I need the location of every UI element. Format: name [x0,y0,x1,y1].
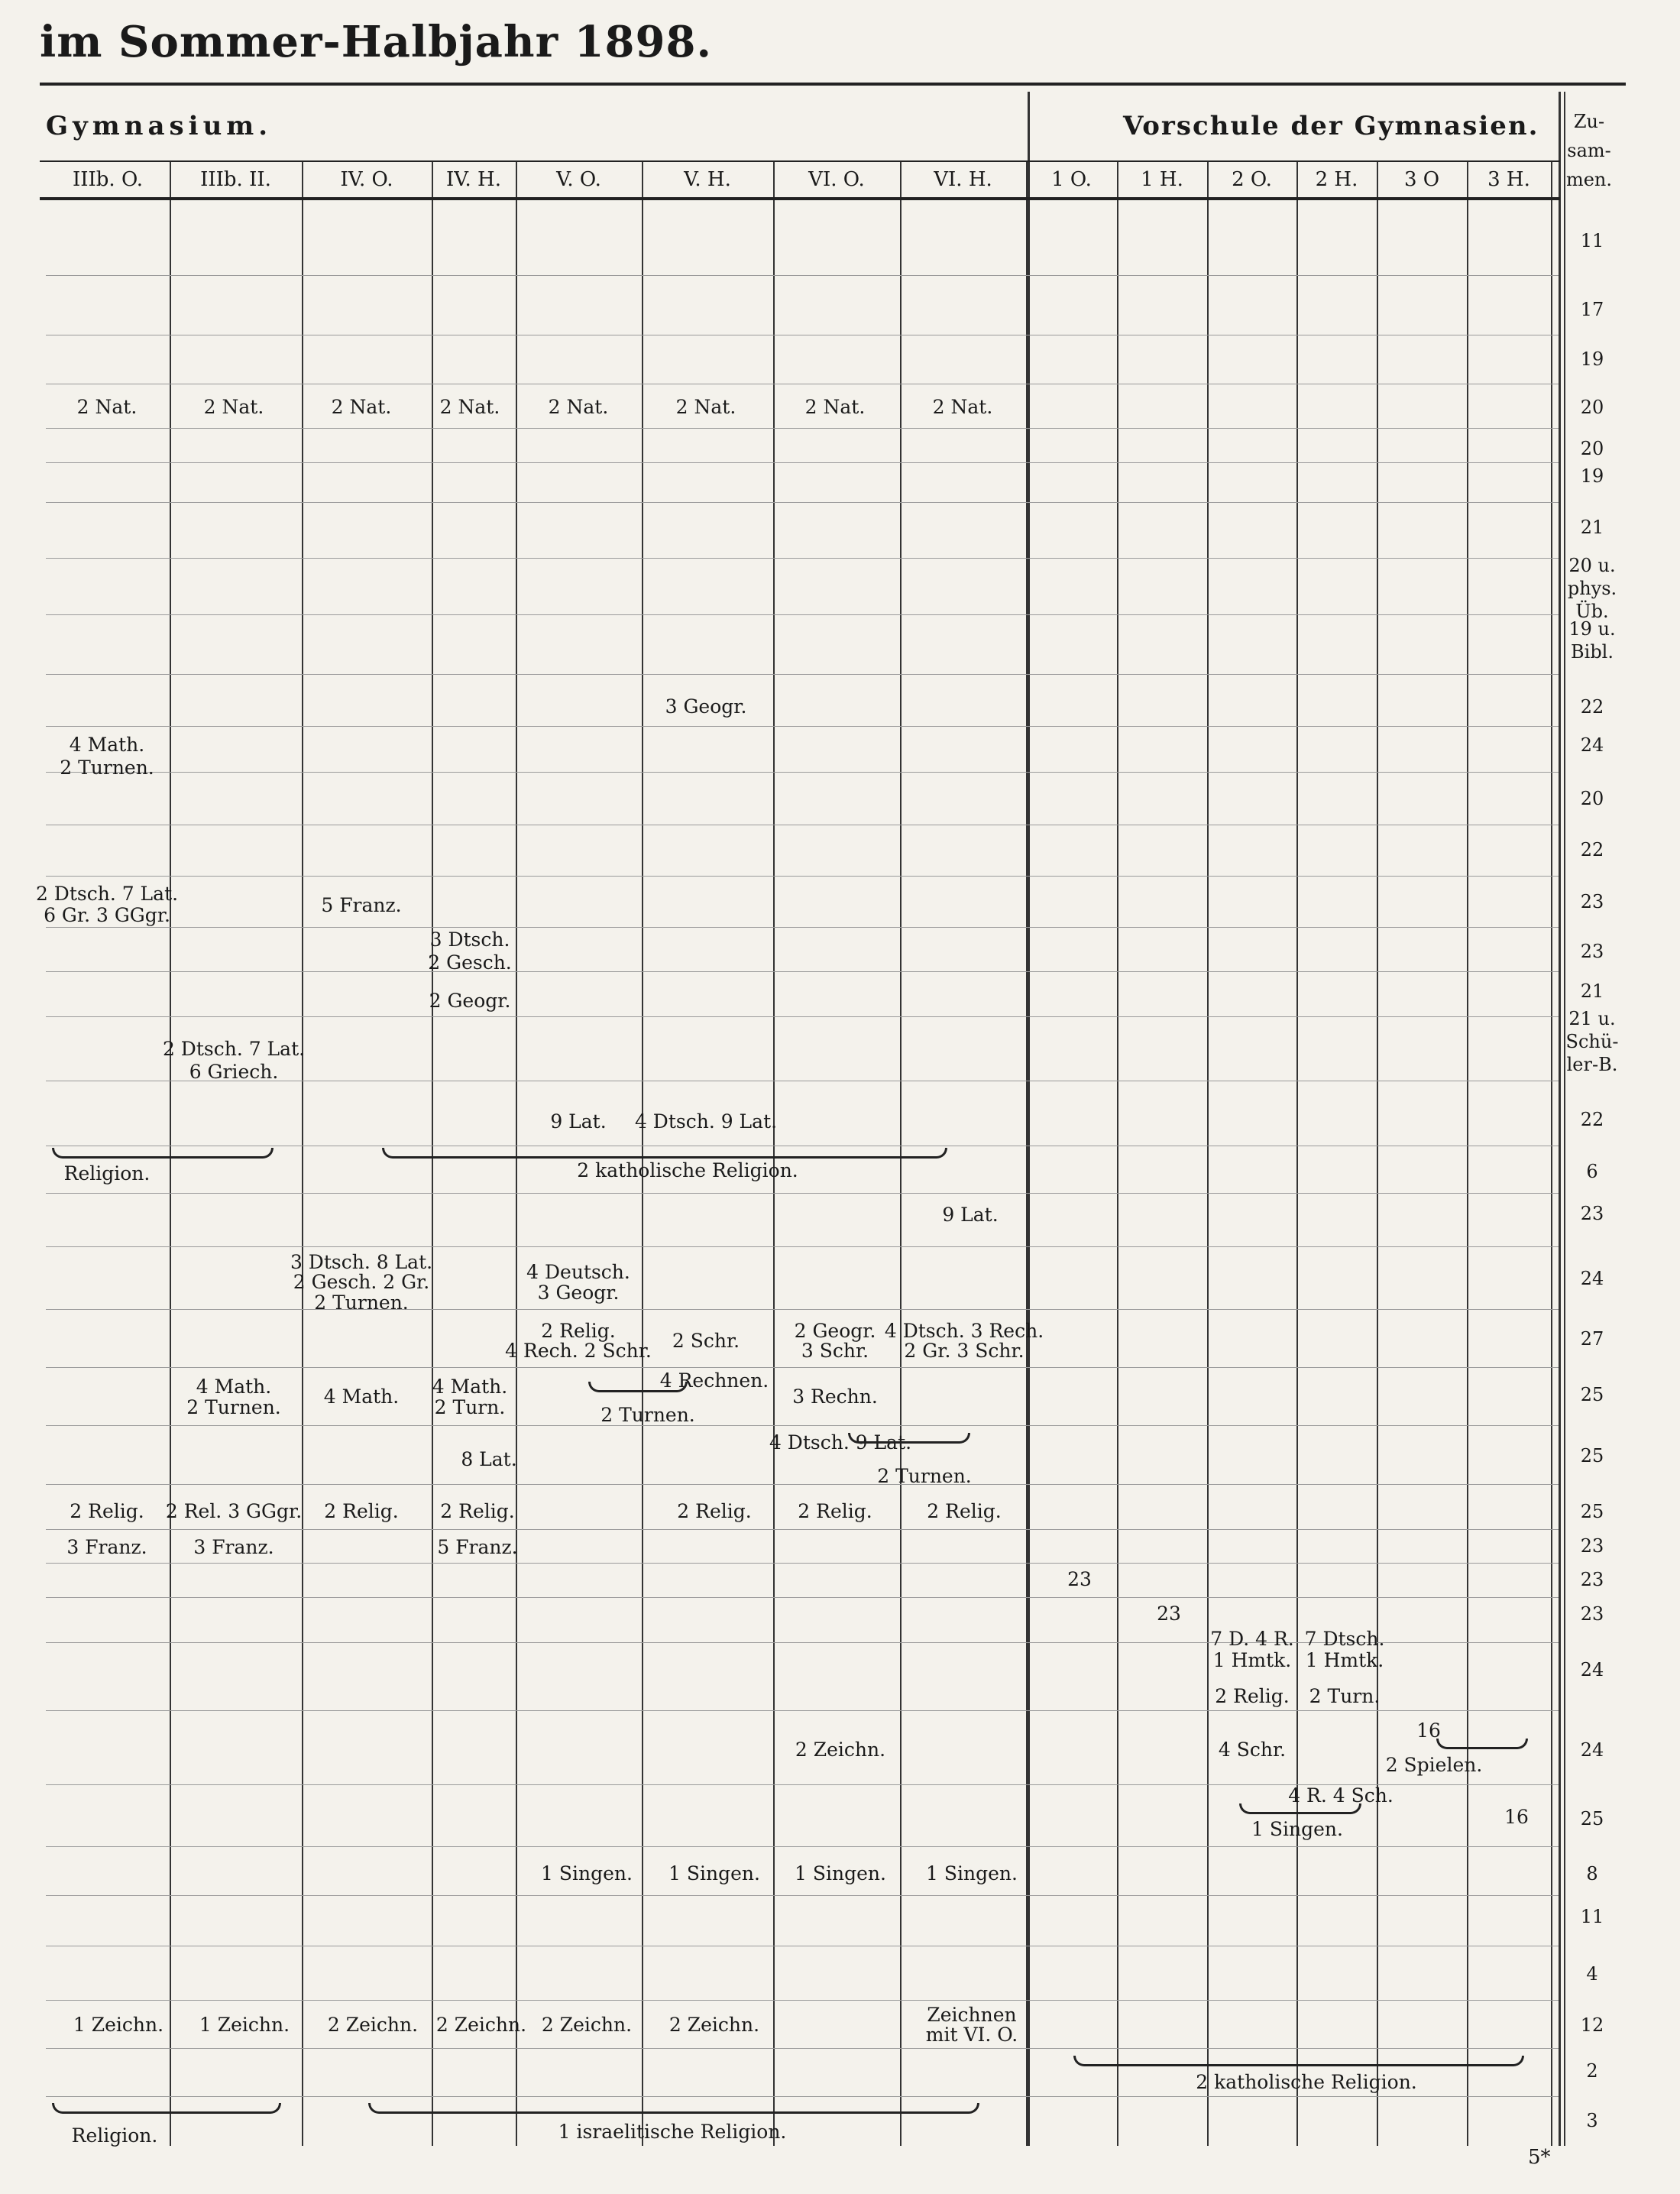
timetable-entry: 2 Turnen. [60,757,154,779]
timetable-entry: 4 Math. [196,1376,272,1398]
column-header: IIIb. II. [200,168,271,191]
row-total: 12 [1580,2014,1604,2036]
timetable-entry: 16 [1504,1806,1529,1828]
section-vorschule: Vorschule der Gymnasien. [1123,111,1539,141]
timetable-entry: 1 Singen. [926,1862,1018,1885]
row-rule [46,2048,1559,2049]
timetable-entry: 16 [1416,1719,1441,1742]
row-total: 11 [1580,230,1604,251]
row-total: 17 [1580,299,1604,320]
timetable-entry: 2 Relig. [1215,1685,1290,1707]
timetable-entry: 2 Zeichn. [435,2014,527,2036]
timetable-entry: 2 Schr. [672,1330,740,1352]
timetable-entry: 6 Griech. [189,1061,279,1083]
timetable-entry: 4 Dtsch. 9 Lat. [634,1110,778,1133]
row-total: 27 [1580,1328,1604,1350]
row-rule [46,1846,1559,1847]
header-bottom-rule [40,197,1560,200]
row-total: 23 [1580,1569,1604,1590]
timetable-entry: 2 Zeichn. [327,2014,419,2036]
timetable-entry: 2 Zeichn. [795,1739,886,1761]
row-rule [46,1193,1559,1194]
row-total: 24 [1580,734,1604,756]
timetable-entry: 4 Schr. [1218,1739,1287,1761]
timetable-entry: 1 israelitische Religion. [558,2121,787,2143]
timetable-entry: 1 Singen. [795,1862,886,1885]
grouping-brace [1239,1803,1361,1814]
row-rule [46,428,1559,429]
column-header: 1 O. [1051,168,1092,191]
timetable-entry: Zeichnen [927,2004,1017,2026]
row-total: 24 [1580,1739,1604,1761]
timetable-entry: 2 Turnen. [314,1291,409,1314]
timetable-entry: 2 Gesch. 2 Gr. [293,1271,430,1293]
timetable-entry: 5 Franz. [321,894,402,916]
row-total: 20 [1580,397,1604,418]
column-divider [1296,160,1298,2146]
row-total: 4 [1586,1963,1598,1985]
column-header: VI. O. [808,168,865,191]
row-total: 24 [1580,1268,1604,1289]
row-rule [46,2096,1559,2097]
timetable-entry: 23 [1157,1603,1181,1625]
row-total: 22 [1580,696,1604,718]
zusammen-line: sam- [1567,140,1611,161]
timetable-entry: 2 Spielen. [1385,1754,1483,1776]
header-rule [40,160,1560,162]
timetable-entry: 7 Dtsch. [1304,1628,1385,1650]
timetable-entry: 2 Nat. [804,396,866,418]
zusammen-line: Zu- [1573,111,1605,132]
column-header: IV. H. [446,168,501,191]
row-rule [46,1529,1559,1530]
row-rule [46,1425,1559,1426]
timetable-entry: 2 Gesch. [428,951,512,974]
timetable-entry: 1 Singen. [668,1862,760,1885]
timetable-entry: 2 Relig. [440,1500,515,1522]
grouping-brace [1436,1739,1528,1749]
row-rule [46,772,1559,773]
column-divider [1117,160,1118,2146]
section-divider [1028,92,1030,2146]
timetable-entry: 3 Dtsch. 8 Lat. [290,1251,433,1273]
timetable-entry: 3 Franz. [193,1536,274,1558]
timetable-entry: 2 Rel. 3 GGgr. [165,1500,303,1522]
row-rule [46,1710,1559,1711]
timetable-entry: 1 Singen. [541,1862,633,1885]
row-rule [46,462,1559,463]
row-rule [46,674,1559,675]
timetable-entry: 3 Geogr. [665,695,747,718]
top-rule [40,83,1626,86]
row-total: 20 u. phys. Üb. [1567,555,1617,622]
timetable-entry: 4 R. 4 Sch. [1288,1784,1394,1807]
timetable-entry: 2 Relig. [677,1500,752,1522]
row-total: 23 [1580,891,1604,912]
row-total: 6 [1586,1161,1598,1182]
row-total: 23 [1580,941,1604,962]
grouping-brace [848,1433,970,1444]
timetable-entry: 1 Zeichn. [73,2014,164,2036]
column-divider [1377,160,1378,2146]
timetable-entry: 3 Schr. [801,1340,869,1362]
timetable-entry: 2 Gr. 3 Schr. [904,1340,1025,1362]
row-rule [46,275,1559,276]
timetable-entry: 2 Nat. [331,396,392,418]
row-total: 11 [1580,1906,1604,1927]
column-header: 2 O. [1232,168,1272,191]
timetable-entry: 1 Singen. [1251,1818,1343,1840]
timetable-entry: 2 Relig. [798,1500,872,1522]
row-total: 19 u. Bibl. [1568,618,1616,663]
row-rule [46,927,1559,928]
timetable-entry: 4 Math. [69,734,145,756]
column-header: 3 H. [1487,168,1530,191]
row-rule [46,726,1559,727]
row-total: 21 [1580,980,1604,1002]
timetable-entry: 9 Lat. [942,1204,999,1226]
row-total: 23 [1580,1203,1604,1224]
timetable-entry: 2 Relig. [324,1500,399,1522]
timetable-entry: 2 Nat. [675,396,736,418]
grouping-brace [52,2103,281,2114]
row-total: 23 [1580,1535,1604,1557]
grouping-brace [368,2103,979,2114]
row-rule [46,1563,1559,1564]
timetable-entry: 2 Geogr. [794,1320,876,1342]
timetable-entry: 2 Relig. [70,1500,144,1522]
timetable-entry: 3 Rechn. [792,1385,878,1408]
timetable-entry: Religion. [71,2124,158,2147]
row-rule [46,1309,1559,1310]
timetable-entry: 23 [1067,1568,1092,1590]
column-header: 3 O [1403,168,1440,191]
column-header: IV. O. [340,168,393,191]
row-rule [46,1597,1559,1598]
page-number: 5* [1528,2146,1551,2169]
row-total: 3 [1586,2110,1598,2131]
timetable-entry: 4 Math. [432,1376,508,1398]
timetable-entry: 2 katholische Religion. [577,1159,798,1181]
row-rule [46,502,1559,503]
timetable-entry: 3 Franz. [66,1536,147,1558]
timetable-entry: mit VI. O. [925,2024,1018,2046]
timetable-entry: 2 katholische Religion. [1196,2071,1417,2093]
timetable-entry: 1 Zeichn. [199,2014,290,2036]
row-total: 20 [1580,788,1604,809]
timetable-entry: 1 Hmtk. [1305,1649,1384,1671]
section-gymnasium: Gymnasium. [46,111,273,141]
timetable-entry: 2 Nat. [439,396,500,418]
timetable-entry: 3 Dtsch. [429,928,510,951]
column-divider [1551,160,1552,2146]
column-divider [1467,160,1468,2146]
timetable-entry: 1 Hmtk. [1212,1649,1292,1671]
timetable-entry: 2 Turn. [1309,1685,1381,1707]
timetable-entry: 2 Zeichn. [541,2014,633,2036]
column-header: 2 H. [1315,168,1358,191]
timetable-entry: Religion. [63,1162,151,1185]
row-total: 19 [1580,465,1604,487]
row-rule [46,876,1559,877]
timetable-entry: 9 Lat. [550,1110,607,1133]
timetable-entry: 5 Franz. [437,1536,518,1558]
row-total: 21 u. Schü- ler-B. [1565,1008,1619,1075]
row-total: 25 [1580,1384,1604,1405]
row-total: 25 [1580,1445,1604,1466]
timetable-entry: 2 Relig. [541,1320,616,1342]
grouping-brace [588,1382,688,1392]
column-header: V. H. [684,168,731,191]
row-rule [46,1484,1559,1485]
column-divider [1207,160,1209,2146]
timetable-entry: 4 Rech. 2 Schr. [505,1340,652,1362]
timetable-entry: 2 Nat. [203,396,264,418]
row-rule [46,971,1559,972]
row-rule [46,2000,1559,2001]
timetable-entry: 2 Relig. [927,1500,1002,1522]
timetable-entry: 2 Turnen. [600,1404,695,1426]
column-header: VI. H. [934,168,992,191]
timetable-entry: 2 Dtsch. 7 Lat. [35,883,179,905]
timetable-entry: 4 Dtsch. 3 Rech. [884,1320,1044,1342]
timetable-entry: 2 Turnen. [877,1465,972,1487]
zusammen-line: men. [1565,169,1613,190]
row-rule [46,1016,1559,1017]
timetable-entry: 2 Nat. [548,396,609,418]
row-total: 25 [1580,1808,1604,1829]
row-rule [46,1367,1559,1368]
timetable-entry: 4 Rechnen. [659,1369,769,1392]
row-total: 22 [1580,839,1604,860]
column-header: V. O. [556,168,601,191]
timetable-entry: 2 Zeichn. [668,2014,760,2036]
timetable-entry: 2 Dtsch. 7 Lat. [162,1038,306,1060]
row-total: 24 [1580,1659,1604,1680]
column-header: 1 H. [1141,168,1183,191]
row-rule [46,614,1559,615]
timetable-entry: 7 D. 4 R. [1210,1628,1294,1650]
column-header: IIIb. O. [72,168,144,191]
row-total: 8 [1586,1863,1598,1885]
row-rule [46,1246,1559,1247]
row-total: 25 [1580,1501,1604,1522]
timetable-entry: 8 Lat. [461,1448,517,1470]
page-title: im Sommer-Halbjahr 1898. [40,17,712,67]
row-total: 22 [1580,1109,1604,1130]
row-rule [46,558,1559,559]
timetable-entry: 3 Geogr. [537,1282,620,1304]
timetable-entry: 4 Math. [323,1385,400,1408]
timetable-entry: 4 Dtsch. 9 Lat. [769,1431,912,1453]
row-total: 23 [1580,1603,1604,1625]
row-total: 20 [1580,438,1604,459]
timetable-entry: 2 Turn. [434,1396,506,1418]
row-total: 2 [1586,2060,1598,2082]
timetable-entry: 2 Nat. [76,396,138,418]
timetable-entry: 2 Nat. [932,396,993,418]
row-rule [46,1895,1559,1896]
grouping-brace [52,1148,274,1159]
row-total: 21 [1580,517,1604,538]
timetable-entry: 2 Turnen. [186,1396,281,1418]
grouping-brace [382,1148,947,1159]
row-total: 19 [1580,348,1604,370]
grouping-brace [1073,2056,1524,2066]
timetable-entry: 6 Gr. 3 GGgr. [44,904,170,926]
timetable-entry: 2 Geogr. [429,990,511,1012]
column-divider [302,160,303,2146]
timetable-entry: 4 Deutsch. [526,1261,630,1283]
